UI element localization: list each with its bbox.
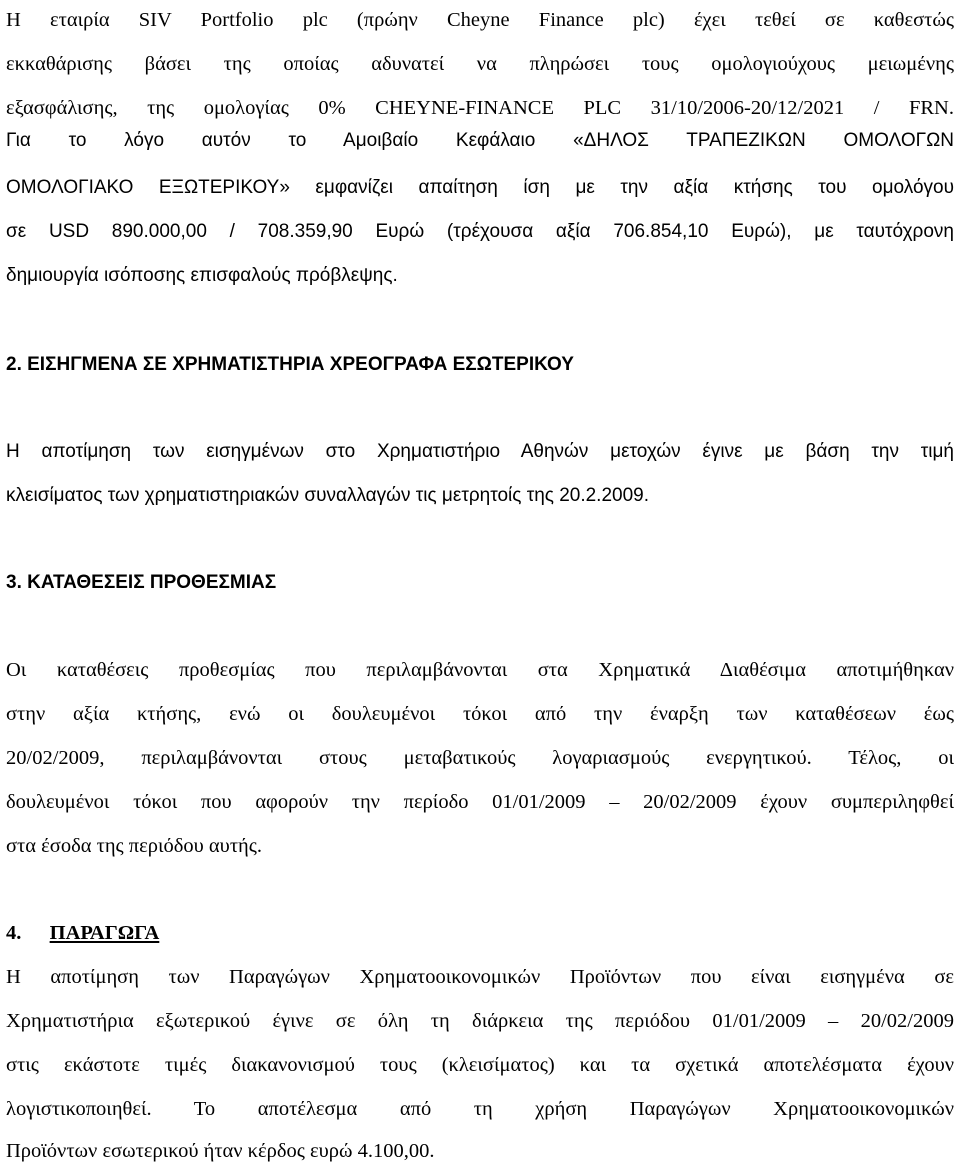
paragraph-1-line-4: Για το λόγο αυτόν το Αμοιβαίο Κεφάλαιο «ΔΗΛΟΣ ΤΡΑΠΕΖΙΚΩΝ ΟΜΟΛΟΓΩΝ	[6, 130, 954, 151]
section-2-line-2: κλεισίματος των χρηματιστηριακών συναλλαγών τις μετρητοίς της 20.2.2009.	[6, 485, 650, 506]
section-3-line-3: 20/02/2009, περιλαμβάνονται στους μεταβατικούς λογαριασμούς ενεργητικού. Τέλος, οι	[6, 747, 954, 769]
paragraph-1-line-1: Η εταιρία SIV Portfolio plc (πρώην Cheyne Finance plc) έχει τεθεί σε καθεστώς	[6, 9, 954, 31]
section-4-heading	[6, 921, 954, 945]
paragraph-1-line-6: σε USD 890.000,00 / 708.359,90 Ευρώ (τρέχουσα αξία 706.854,10 Ευρώ), με ταυτόχρονη	[6, 221, 954, 242]
paragraph-1-line-7: δημιουργία ισόποσης επισφαλούς πρόβλεψης.	[6, 265, 398, 286]
section-2-line-1: Η αποτίμηση των εισηγμένων στο Χρηματιστήριο Αθηνών μετοχών έγινε με βάση την τιμή	[6, 441, 954, 462]
section-3-line-4: δουλευμένοι τόκοι που αφορούν την περίοδο 01/01/2009 – 20/02/2009 έχουν συμπεριληφθεί	[6, 791, 954, 813]
section-4-line-5: Προϊόντων εσωτερικού ήταν κέρδος ευρώ 4.100,00.	[6, 1140, 435, 1162]
section-4-title: ΠΑΡΑΓΩΓΑ	[49, 922, 160, 944]
section-3-line-1: Οι καταθέσεις προθεσμίας που περιλαμβάνονται στα Χρηματικά Διαθέσιμα αποτιμήθηκαν	[6, 659, 954, 681]
section-4-line-1: Η αποτίμηση των Παραγώγων Χρηματοοικονομικών Προϊόντων που είναι εισηγμένα σε	[6, 966, 954, 988]
section-4-number: 4.	[6, 922, 22, 944]
section-3-line-5: στα έσοδα της περιόδου αυτής.	[6, 835, 263, 857]
section-2-heading: 2. ΕΙΣΗΓΜΕΝΑ ΣΕ ΧΡΗΜΑΤΙΣΤΗΡΙΑ ΧΡΕΟΓΡΑΦΑ ΕΣΩΤΕΡΙΚΟΥ	[6, 354, 574, 375]
section-4-line-4: λογιστικοποιηθεί. Το αποτέλεσμα από τη χρήση Παραγώγων Χρηματοοικονομικών	[6, 1098, 954, 1120]
paragraph-1-line-5: ΟΜΟΛΟΓΙΑΚΟ ΕΞΩΤΕΡΙΚΟΥ» εμφανίζει απαίτηση ίση με την αξία κτήσης του ομολόγου	[6, 177, 954, 198]
paragraph-1-line-3: εξασφάλισης, της ομολογίας 0% CHEYNE-FINANCE PLC 31/10/2006-20/12/2021 / FRN.	[6, 97, 954, 119]
section-3-line-2: στην αξία κτήσης, ενώ οι δουλευμένοι τόκοι από την έναρξη των καταθέσεων έως	[6, 703, 954, 725]
paragraph-1-line-2: εκκαθάρισης βάσει της οποίας αδυνατεί να πληρώσει τους ομολογιούχους μειωμένης	[6, 53, 954, 75]
section-4-line-3: στις εκάστοτε τιμές διακανονισμού τους (κλεισίματος) και τα σχετικά αποτελέσματα έχουν	[6, 1054, 954, 1076]
section-3-heading: 3. ΚΑΤΑΘΕΣΕΙΣ ΠΡΟΘΕΣΜΙΑΣ	[6, 572, 277, 593]
section-4-line-2: Χρηματιστήρια εξωτερικού έγινε σε όλη τη διάρκεια της περιόδου 01/01/2009 – 20/02/2009	[6, 1010, 954, 1032]
